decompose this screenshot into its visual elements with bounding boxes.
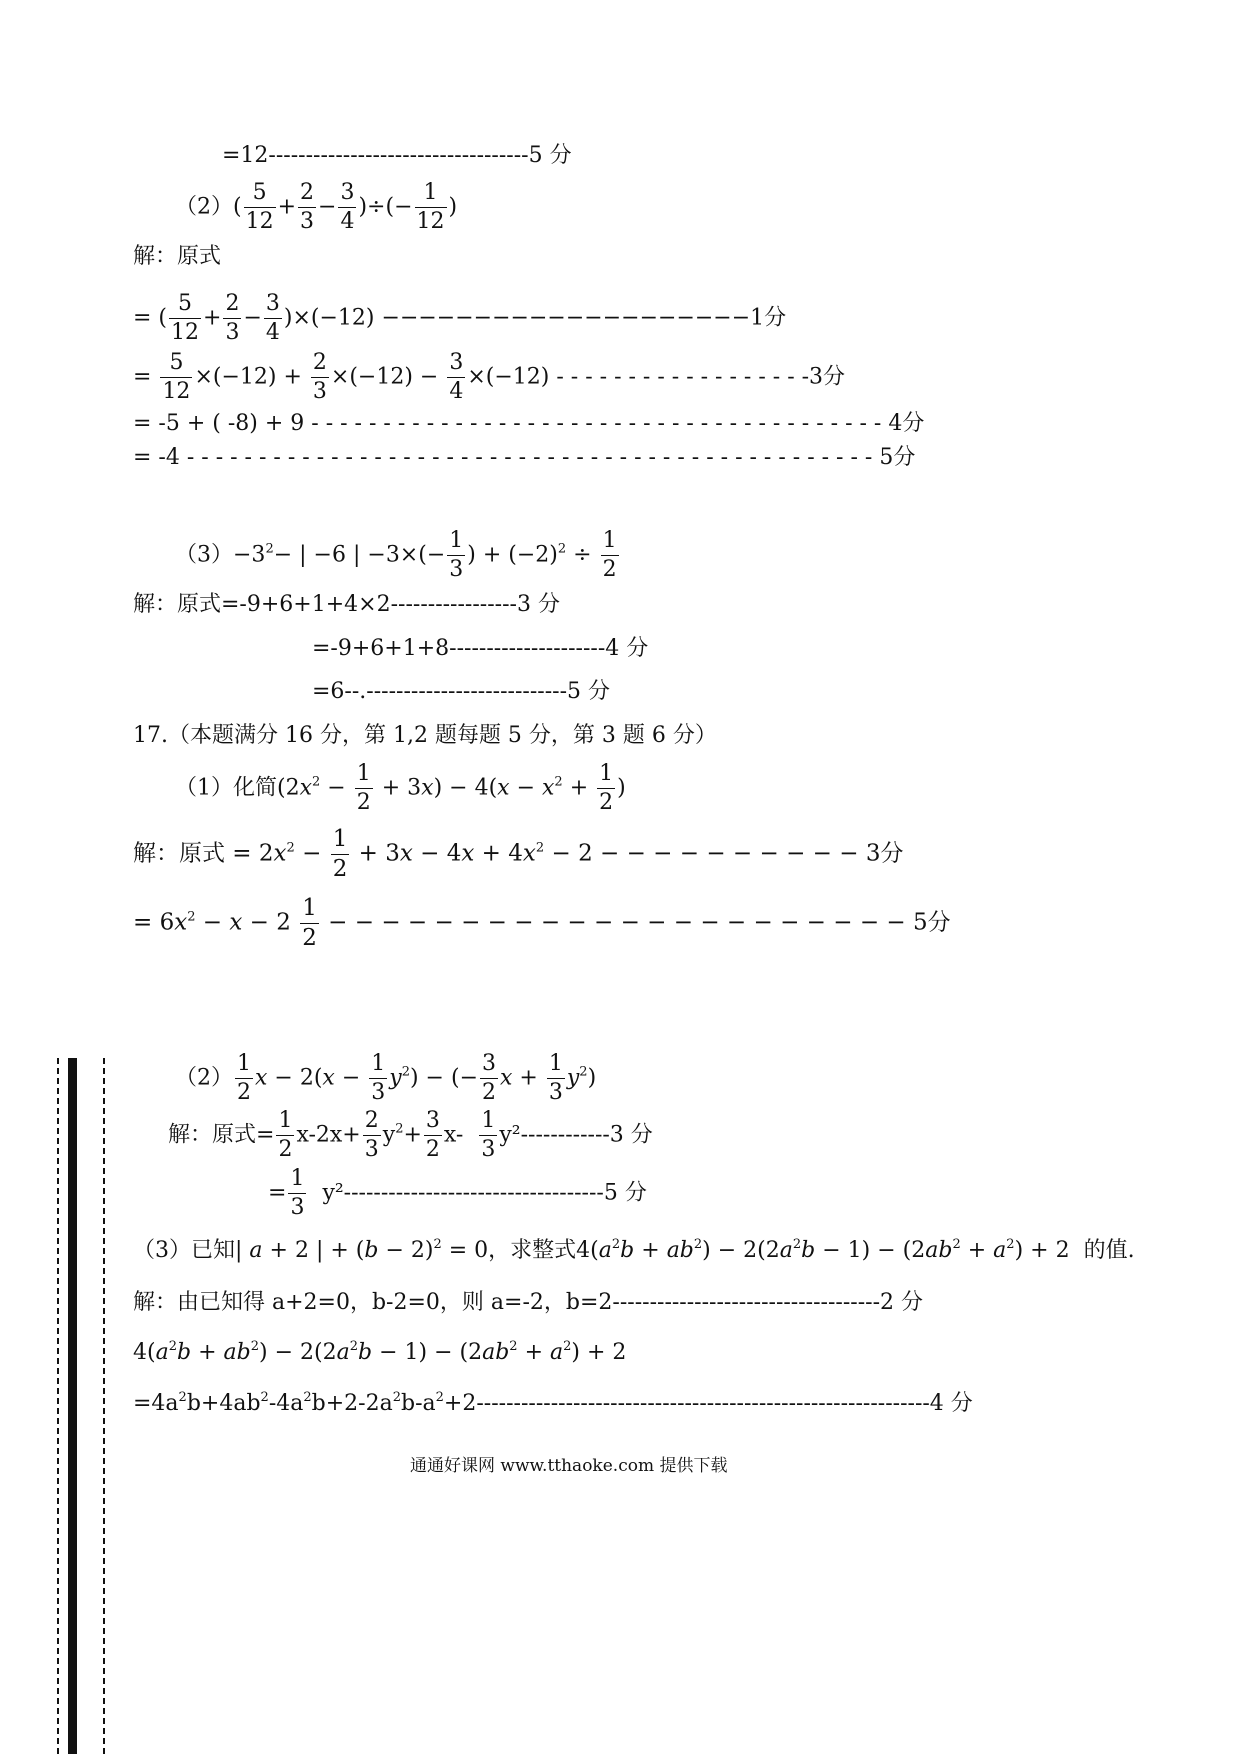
step-17-1-2: = $6x^2 - x - 2$ $\frac{1}{2}$ − − − − − − − − − − − − − − − − − − − − − − 5分 <box>133 895 951 951</box>
question-17-heading: 17.（本题满分 16 分，第 1,2 题每题 5 分，第 3 题 6 分） <box>133 723 717 748</box>
step-16-2-3: = -5 + ( -8) + 9 - - - - - - - - - - - - - - - - - - - - - - - - - - - - - - - - - - - - - - - - 4分 <box>133 411 925 436</box>
problem-17-2: （2） $\frac{1}{2}$ x − 2(x − $\frac{1}{3}$ $y^2$) − (− $\frac{3}{2}$ x + $\frac{1}{3}$ $y^2$) <box>175 1051 597 1105</box>
problem-16-3: $(3)-3^2-$ | −6 | −3×(− $\frac{1}{3}$ ) + $(-2)^2$ ÷ $\frac{1}{2}$ <box>175 528 617 582</box>
problem-16-2: （2）( $\frac{5}{12}$ + $\frac{2}{3}$ − $\frac{3}{4}$ )÷(− $\frac{1}{12}$ ) <box>175 180 458 234</box>
page-footer: 通通好课网 www.tthaoke.com 提供下载 <box>410 1456 728 1476</box>
step-17-3-1: 解：由已知得 a+2=0，b-2=0，则 a=-2，b=2------------------------------------2 分 <box>133 1290 924 1315</box>
step-16-2-1: = ( $\frac{5}{12}$ + $\frac{2}{3}$ − $\frac{3}{4}$ )×(−12) −−−−−−−−−−−−−−−−−−−−1分 <box>133 291 787 345</box>
step-17-2-1: 解：原式= $\frac{1}{2}$ x-2x+ $\frac{2}{3}$ $y^2+$ $\frac{3}{2}$ x- $\frac{1}{3}$ y²------------3 分 <box>168 1108 653 1162</box>
step-16-3-1: 解：原式=-9+6+1+4×2-----------------3 分 <box>133 592 560 617</box>
step-17-1-1: 解：原式 = $2x^2$ − $\frac{1}{2}$ + $3x - 4x + 4x^2 - 2$ − − − − − − − − − − 3分 <box>133 826 904 882</box>
step-16-3-3: =6--.---------------------------5 分 <box>312 679 610 704</box>
binding-solid-bar <box>68 1058 77 1754</box>
step-16-2-4: = -4 - - - - - - - - - - - - - - - - - - - - - - - - - - - - - - - - - - - - - - - - - - - - - - - - 5分 <box>133 445 916 470</box>
step-16-2-2: = $\frac{5}{12}$ ×(−12) + $\frac{2}{3}$ ×(−12) − $\frac{3}{4}$ ×(−12) - - - - - - - - - - - - - - - - - -3分 <box>133 350 846 404</box>
step-17-2-2: = $\frac{1}{3}$ y²-----------------------------------5 分 <box>268 1166 647 1220</box>
step-16-3-2: =-9+6+1+8---------------------4 分 <box>312 636 649 661</box>
binding-dashed-line-right <box>103 1058 105 1754</box>
solution-label: 解：原式 <box>133 244 222 269</box>
step-17-3-3: $=4a^2b+4ab^2-4a^2b+2-2a^2b-a^2+2-------------------------------------------------------------4$ 分 <box>133 1390 973 1416</box>
problem-17-1: （1）化简($2x^2$ − $\frac{1}{2}$ + $3x) - 4(x - x^2$ + $\frac{1}{2}$ ) <box>175 761 626 815</box>
result-line-12: =12-----------------------------------5 分 <box>222 143 572 168</box>
step-17-3-2: $4(a^2b + ab^2) - 2(2a^2b - 1) - (2ab^2 + a^2) + 2$ <box>133 1339 627 1365</box>
binding-dashed-line-left <box>57 1058 59 1754</box>
problem-17-3: （3）已知| a + 2 | + $(b - 2)^2 = 0$，求整式$4(a^2b + ab^2) - 2(2a^2b - 1) - (2ab^2 + a^2) + 2$ 的值. <box>133 1237 1135 1263</box>
